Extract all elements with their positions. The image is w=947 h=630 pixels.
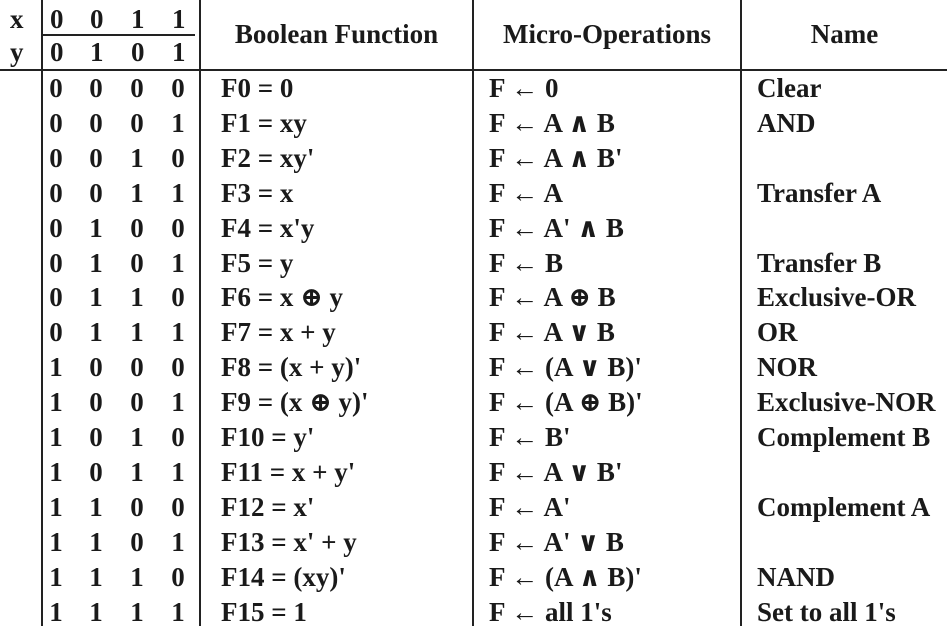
boolean-function-cell: F5 = y xyxy=(221,247,294,278)
boolean-function-cell: F3 = x xyxy=(221,177,294,208)
table-row xyxy=(0,595,947,630)
header-y-bit: 1 xyxy=(172,37,186,67)
bit-cell: 1 xyxy=(130,142,144,173)
header-y-label: y xyxy=(10,37,24,67)
operation-name-cell: Exclusive-NOR xyxy=(757,387,936,418)
table-row xyxy=(0,525,947,560)
table-row xyxy=(0,560,947,595)
operation-name-cell: Set to all 1's xyxy=(757,596,896,627)
bit-cell: 1 xyxy=(171,107,185,138)
header-x-bit: 0 xyxy=(90,4,104,34)
operation-name-cell: NAND xyxy=(757,561,835,592)
micro-operation-cell: F ← A ∨ B xyxy=(489,317,615,348)
bit-cell: 0 xyxy=(49,282,63,313)
bit-cell: 0 xyxy=(171,561,185,592)
header-y-bit: 0 xyxy=(50,37,64,67)
bit-cell: 1 xyxy=(49,387,63,418)
bit-cell: 0 xyxy=(89,177,103,208)
bit-cell: 1 xyxy=(89,317,103,348)
table-row xyxy=(0,315,947,350)
micro-operation-cell: F ← A' ∧ B xyxy=(489,212,624,243)
boolean-function-cell: F6 = x ⊕ y xyxy=(221,282,344,313)
header-micro-operations: Micro-Operations xyxy=(503,19,711,49)
table-row xyxy=(0,106,947,141)
bit-cell: 1 xyxy=(130,317,144,348)
header-x-bit: 1 xyxy=(131,4,145,34)
bit-cell: 0 xyxy=(89,422,103,452)
operation-name-cell: AND xyxy=(757,107,816,138)
micro-operation-cell: F ← A' xyxy=(489,491,571,522)
bit-cell: 1 xyxy=(49,526,63,557)
bit-cell: 1 xyxy=(171,456,185,487)
header-x-bit: 1 xyxy=(172,4,186,34)
header-y-bit: 0 xyxy=(131,37,145,67)
micro-operation-cell: F ← A ∧ B' xyxy=(489,142,623,173)
boolean-function-cell: F8 = (x + y)' xyxy=(221,352,362,383)
bit-cell: 0 xyxy=(49,142,63,173)
boolean-function-cell: F10 = y' xyxy=(221,422,315,452)
micro-operation-cell: F ← A xyxy=(489,177,563,208)
table-row xyxy=(0,385,947,420)
bit-cell: 1 xyxy=(130,456,144,487)
table-row xyxy=(0,350,947,385)
bit-cell: 1 xyxy=(49,456,63,487)
bit-cell: 0 xyxy=(89,456,103,487)
bit-cell: 0 xyxy=(49,317,63,348)
operation-name-cell: Complement A xyxy=(757,491,931,522)
bit-cell: 0 xyxy=(171,352,185,383)
bit-cell: 0 xyxy=(171,142,185,173)
bit-cell: 1 xyxy=(49,491,63,522)
boolean-function-cell: F12 = x' xyxy=(221,491,315,522)
bit-cell: 1 xyxy=(49,422,63,452)
micro-operation-cell: F ← all 1's xyxy=(489,596,612,627)
bit-cell: 0 xyxy=(171,282,185,313)
bit-cell: 1 xyxy=(171,247,185,278)
table-row xyxy=(0,141,947,176)
micro-operation-cell: F ← B xyxy=(489,247,563,278)
bit-cell: 1 xyxy=(130,282,144,313)
table-row xyxy=(0,490,947,525)
bit-cell: 0 xyxy=(171,422,185,452)
bit-cell: 0 xyxy=(130,352,144,383)
micro-operation-cell: F ← A' ∨ B xyxy=(489,526,624,557)
bit-cell: 1 xyxy=(89,212,103,243)
bit-cell: 1 xyxy=(89,491,103,522)
bit-cell: 0 xyxy=(130,526,144,557)
bit-cell: 0 xyxy=(49,177,63,208)
bit-cell: 1 xyxy=(171,177,185,208)
bit-cell: 1 xyxy=(49,596,63,627)
header-bit-divider xyxy=(42,34,195,36)
table-row xyxy=(0,71,947,106)
boolean-function-cell: F9 = (x ⊕ y)' xyxy=(221,387,369,418)
bit-cell: 0 xyxy=(89,352,103,383)
boolean-function-cell: F13 = x' + y xyxy=(221,526,357,557)
micro-operation-cell: F ← B' xyxy=(489,422,571,452)
operation-name-cell: NOR xyxy=(757,352,817,383)
operation-name-cell: Clear xyxy=(757,73,822,103)
bit-cell: 0 xyxy=(49,73,63,103)
boolean-function-cell: F1 = xy xyxy=(221,107,307,138)
micro-operation-cell: F ← (A ∧ B)' xyxy=(489,561,642,592)
operation-name-cell: Complement B xyxy=(757,422,931,452)
table-row xyxy=(0,280,947,315)
bit-cell: 0 xyxy=(89,387,103,418)
table-row xyxy=(0,176,947,211)
bit-cell: 1 xyxy=(171,526,185,557)
boolean-function-cell: F7 = x + y xyxy=(221,317,336,348)
boolean-function-cell: F2 = xy' xyxy=(221,142,315,173)
operation-name-cell: Exclusive-OR xyxy=(757,282,916,313)
header-x-label: x xyxy=(10,4,24,34)
bit-cell: 0 xyxy=(130,107,144,138)
bit-cell: 0 xyxy=(89,142,103,173)
micro-operation-cell: F ← (A ⊕ B)' xyxy=(489,387,643,418)
header-name: Name xyxy=(810,19,879,49)
operation-name-cell: OR xyxy=(757,317,798,348)
bit-cell: 1 xyxy=(89,282,103,313)
operation-name-cell: Transfer B xyxy=(757,247,882,278)
micro-operation-cell: F ← A ∨ B' xyxy=(489,456,623,487)
table-row xyxy=(0,455,947,490)
bit-cell: 1 xyxy=(49,561,63,592)
bit-cell: 1 xyxy=(171,596,185,627)
bit-cell: 1 xyxy=(89,596,103,627)
bit-cell: 0 xyxy=(130,212,144,243)
boolean-function-cell: F14 = (xy)' xyxy=(221,561,346,592)
bit-cell: 0 xyxy=(49,212,63,243)
bit-cell: 0 xyxy=(171,491,185,522)
micro-operation-cell: F ← 0 xyxy=(489,73,559,103)
bit-cell: 1 xyxy=(171,387,185,418)
bit-cell: 0 xyxy=(130,491,144,522)
micro-operation-cell: F ← A ∧ B xyxy=(489,107,615,138)
bit-cell: 0 xyxy=(49,247,63,278)
bit-cell: 0 xyxy=(89,73,103,103)
bit-cell: 0 xyxy=(171,212,185,243)
bit-cell: 1 xyxy=(130,561,144,592)
header-x-bit: 0 xyxy=(50,4,64,34)
boolean-function-cell: F0 = 0 xyxy=(221,73,294,103)
bit-cell: 0 xyxy=(130,247,144,278)
bit-cell: 1 xyxy=(130,177,144,208)
table-row xyxy=(0,246,947,281)
table-row xyxy=(0,420,947,455)
header-boolean-function: Boolean Function xyxy=(234,19,439,49)
bit-cell: 0 xyxy=(171,73,185,103)
bit-cell: 0 xyxy=(49,107,63,138)
boolean-function-cell: F4 = x'y xyxy=(221,212,315,243)
bit-cell: 1 xyxy=(171,317,185,348)
bit-cell: 1 xyxy=(89,561,103,592)
bit-cell: 1 xyxy=(130,596,144,627)
bit-cell: 1 xyxy=(89,526,103,557)
bit-cell: 1 xyxy=(49,352,63,383)
bit-cell: 0 xyxy=(89,107,103,138)
bit-cell: 1 xyxy=(89,247,103,278)
table-row xyxy=(0,211,947,246)
micro-operation-cell: F ← (A ∨ B)' xyxy=(489,352,642,383)
boolean-function-cell: F11 = x + y' xyxy=(221,456,356,487)
bit-cell: 0 xyxy=(130,73,144,103)
table-header xyxy=(0,0,947,71)
bit-cell: 0 xyxy=(130,387,144,418)
bit-cell: 1 xyxy=(130,422,144,452)
header-y-bit: 1 xyxy=(90,37,104,67)
micro-operation-cell: F ← A ⊕ B xyxy=(489,282,616,313)
operation-name-cell: Transfer A xyxy=(757,177,882,208)
boolean-function-cell: F15 = 1 xyxy=(221,596,307,627)
